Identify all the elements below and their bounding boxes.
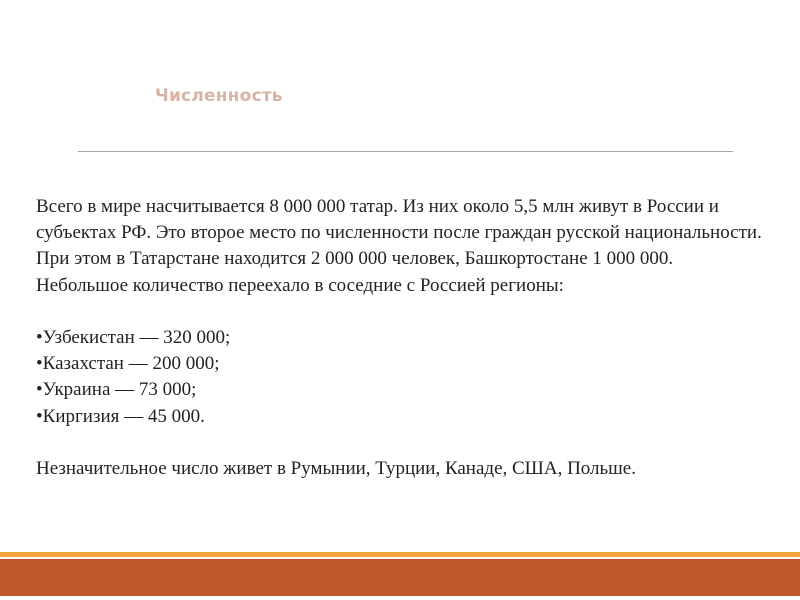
- list-item: • Украина — 73 000;: [36, 377, 766, 403]
- spacer: [36, 299, 766, 325]
- list-item: • Киргизия — 45 000.: [36, 404, 766, 430]
- list-item: • Узбекистан — 320 000;: [36, 325, 766, 351]
- intro-paragraph: Всего в мире насчитывается 8 000 000 татар. Из них около 5,5 млн живут в России и субъектах РФ. Это второе место по численности после граждан русской национальности. При этом в Татарстане находится 2 000 000 человек, Башкортостане 1 000 000. Небольшое количество переехало в соседние с Россией регионы:: [36, 196, 762, 296]
- closing-paragraph: Незначительное число живет в Румынии, Турции, Канаде, США, Польше.: [36, 458, 636, 479]
- slide-title: Численность: [155, 86, 283, 106]
- list-item: • Казахстан — 200 000;: [36, 351, 766, 377]
- spacer: [36, 430, 766, 456]
- region-list: [36, 325, 766, 430]
- footer-accent-line: [0, 552, 800, 557]
- footer-band: [0, 559, 800, 596]
- slide-body: [36, 194, 766, 482]
- title-divider: [78, 151, 733, 152]
